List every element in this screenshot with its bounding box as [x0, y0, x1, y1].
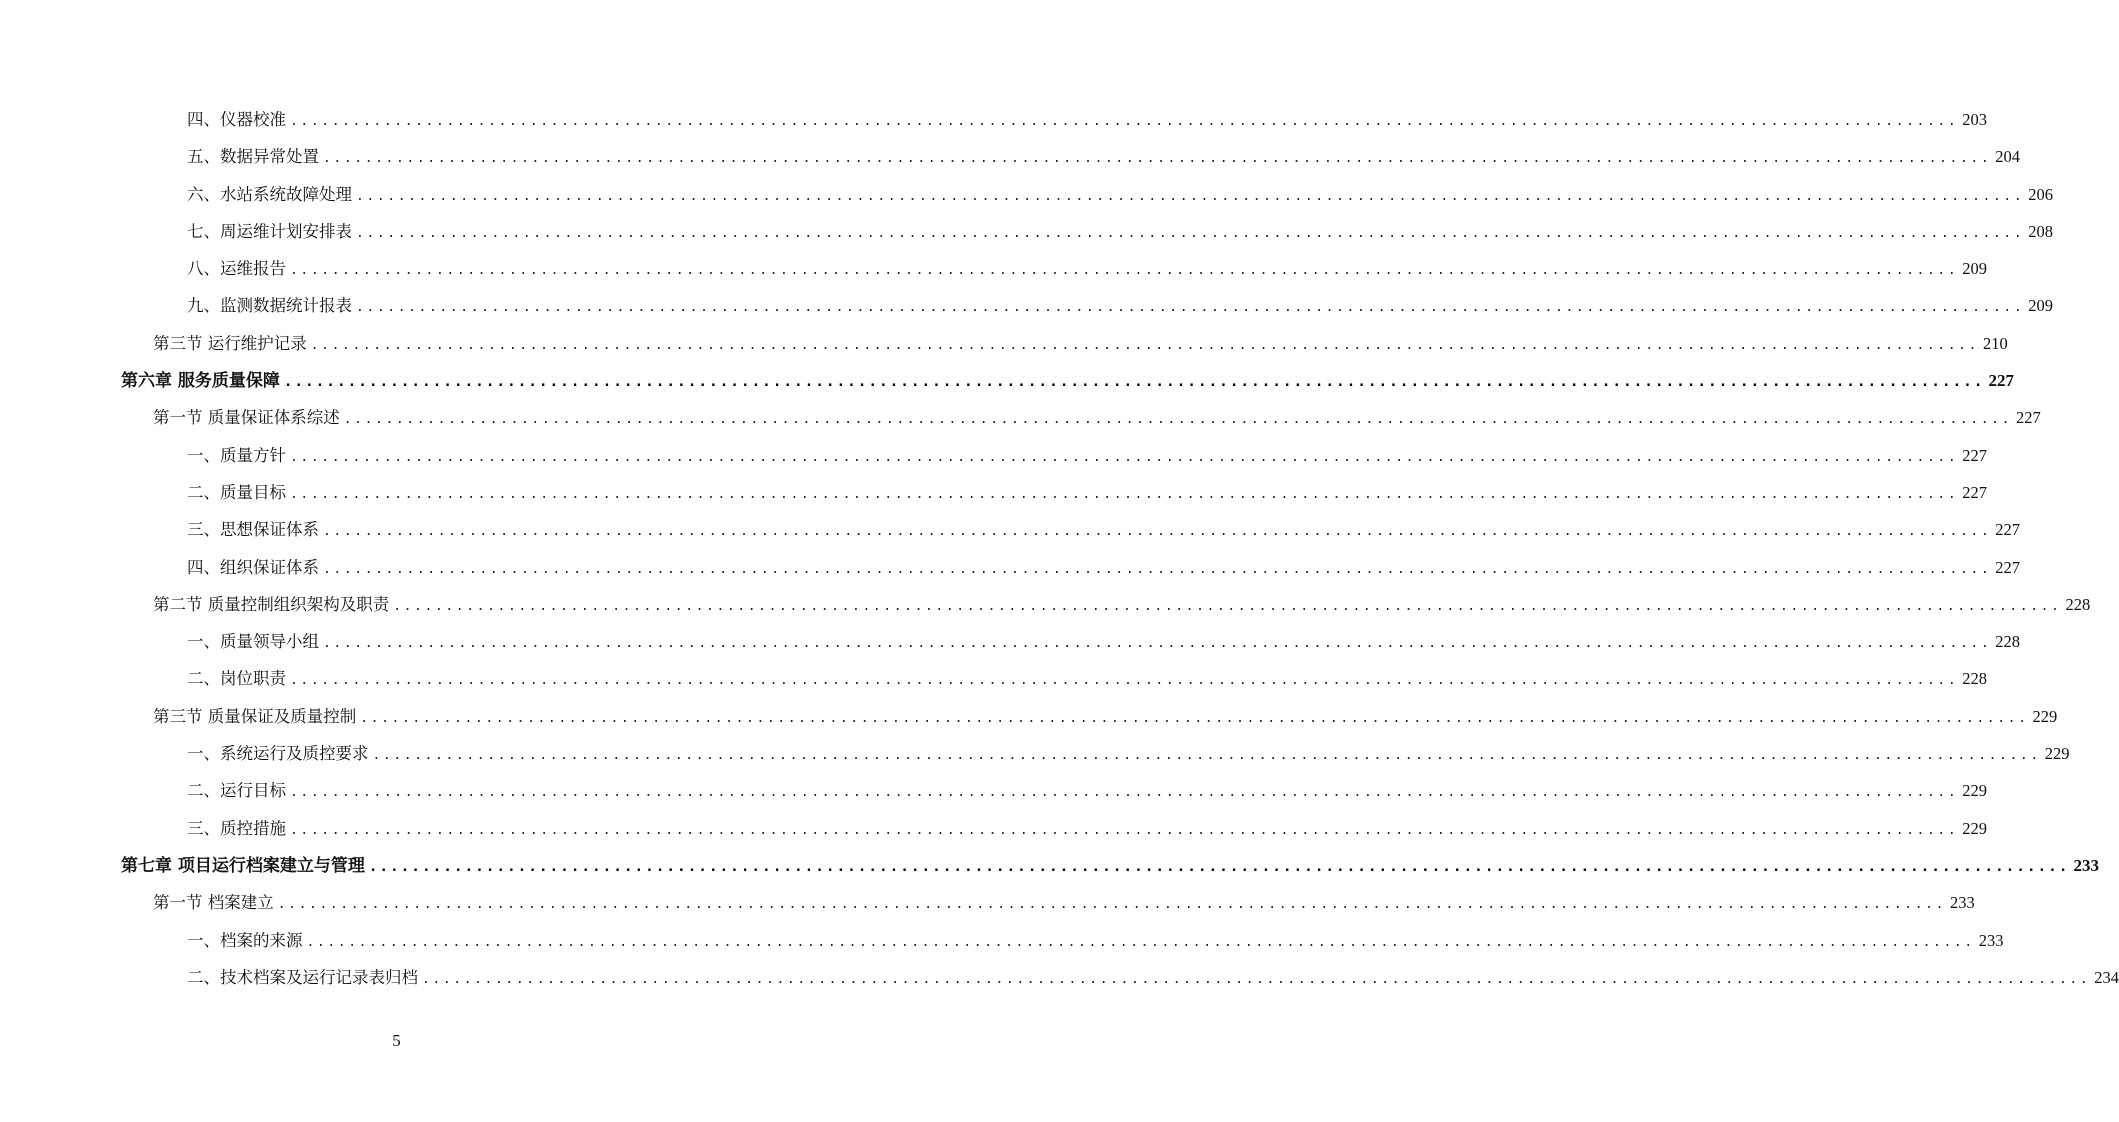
dot-leader: ................................................................................................................................................................	[290, 822, 1959, 838]
toc-entry-page: 209	[2028, 296, 2054, 316]
dot-leader: ................................................................................................................................................................	[290, 673, 1959, 689]
toc-entry-page: 227	[1995, 557, 2021, 577]
toc-entry-page: 203	[1962, 110, 1988, 129]
toc-entry-line	[187, 549, 2021, 586]
dot-leader: ................................................................................................................................................................	[360, 710, 2029, 726]
toc-entry-page: 206	[2028, 184, 2054, 204]
dot-leader: ................................................................................................................................................................	[290, 114, 1959, 129]
dot-leader: ................................................................................................................................................................	[277, 897, 1947, 913]
toc-entry[interactable]	[0, 362, 2015, 399]
toc-entry-line	[187, 474, 1988, 511]
toc-entry-title: 二、质量目标	[187, 482, 286, 502]
dot-leader: ................................................................................................................................................................	[283, 374, 1985, 391]
toc-entry-line	[187, 287, 2054, 324]
toc-entry-line	[153, 586, 2091, 623]
toc-entry-line	[153, 698, 2058, 735]
toc-entry-page: 227	[1962, 445, 1988, 465]
toc-entry[interactable]	[0, 176, 2054, 213]
dot-leader: ................................................................................................................................................................	[422, 971, 2091, 987]
toc-entry[interactable]	[0, 884, 1975, 921]
toc-entry-title: 第一节 质量保证体系综述	[153, 408, 340, 428]
toc-entry-page: 208	[2028, 221, 2054, 241]
toc-entry-title: 一、质量方针	[187, 445, 286, 465]
toc-entry-line	[187, 176, 2054, 213]
toc-entry-line	[153, 884, 1975, 921]
toc-entry[interactable]	[0, 549, 2021, 586]
dot-leader: ................................................................................................................................................................	[290, 449, 1959, 465]
toc-entry-line	[153, 399, 2041, 436]
toc-entry-title: 第一节 档案建立	[153, 893, 274, 913]
toc-entry-title: 一、系统运行及质控要求	[187, 744, 369, 764]
toc-entry-line	[153, 325, 2008, 362]
toc-entry-line	[187, 772, 1988, 809]
toc-entry-page: 227	[2016, 408, 2041, 428]
toc-entry-line	[187, 437, 1988, 474]
toc-entry-page: 227	[1988, 371, 2015, 391]
toc-entry-line	[187, 922, 2004, 959]
toc-entry-title: 一、质量领导小组	[187, 632, 319, 652]
toc-entry-page: 210	[1983, 333, 2008, 353]
toc-entry[interactable]	[0, 399, 2041, 436]
toc-entry-page: 227	[1995, 520, 2021, 540]
toc-entry-title: 八、运维报告	[187, 259, 286, 279]
toc-entry[interactable]	[0, 325, 2008, 362]
toc-entry-page: 228	[1962, 669, 1988, 689]
toc-entry-line	[187, 959, 2119, 996]
toc-entry-page: 228	[1995, 632, 2021, 652]
toc-entry[interactable]	[0, 735, 2070, 772]
toc-entry-line	[187, 735, 2070, 772]
toc-entry-title: 第六章 服务质量保障	[121, 371, 280, 392]
toc-entry[interactable]	[0, 922, 2004, 959]
dot-leader: ................................................................................................................................................................	[306, 934, 1975, 950]
toc-entry-page: 204	[1995, 147, 2021, 167]
dot-leader: ................................................................................................................................................................	[290, 486, 1959, 502]
dot-leader: ................................................................................................................................................................	[290, 263, 1959, 279]
toc-entry[interactable]	[0, 810, 1988, 847]
toc-entry-title: 第七章 项目运行档案建立与管理	[121, 855, 365, 876]
toc-entry-page: 234	[2094, 967, 2119, 987]
toc-entry-page: 233	[1978, 930, 2004, 950]
toc-entry-title: 二、技术档案及运行记录表归档	[187, 967, 418, 987]
dot-leader: ................................................................................................................................................................	[290, 785, 1959, 801]
toc-entry-title: 二、岗位职责	[187, 669, 286, 689]
toc-entry-line	[121, 362, 2015, 399]
dot-leader: ................................................................................................................................................................	[393, 598, 2062, 614]
toc-entry-title: 三、质控措施	[187, 818, 286, 838]
dot-leader: ................................................................................................................................................................	[323, 151, 1992, 167]
toc-entry-line	[187, 810, 1988, 847]
toc-entry[interactable]	[0, 101, 1988, 138]
dot-leader: ................................................................................................................................................................	[372, 748, 2041, 764]
toc-entry-title: 九、监测数据统计报表	[187, 296, 352, 316]
toc-entry-line	[187, 213, 2054, 250]
toc-entry-page: 209	[1962, 259, 1988, 279]
toc-entry-title: 第三节 运行维护记录	[153, 333, 307, 353]
toc-entry[interactable]	[0, 287, 2054, 324]
toc-entry[interactable]	[0, 437, 1988, 474]
toc-entry[interactable]	[0, 474, 1988, 511]
toc-entry[interactable]	[0, 959, 2119, 996]
dot-leader: ................................................................................................................................................................	[356, 225, 2025, 241]
dot-leader: ................................................................................................................................................................	[343, 412, 2013, 428]
toc-entry-line	[121, 847, 2100, 884]
toc-entry[interactable]	[0, 772, 1988, 809]
page-number: 5	[392, 1031, 401, 1050]
toc-entry[interactable]	[0, 586, 2091, 623]
toc-entry[interactable]	[0, 511, 2021, 548]
toc-entry-page: 227	[1962, 482, 1988, 502]
dot-leader: ................................................................................................................................................................	[323, 636, 1992, 652]
toc-entry-title: 七、周运维计划安排表	[187, 221, 352, 241]
toc-entry[interactable]	[0, 213, 2054, 250]
toc-entry-line	[187, 101, 1988, 138]
toc-entry-page: 228	[2065, 594, 2091, 614]
toc-entry-title: 六、水站系统故障处理	[187, 184, 352, 204]
toc-entry-line	[187, 660, 1988, 697]
toc-entry-title: 第二节 质量控制组织架构及职责	[153, 594, 390, 614]
toc-entry-page: 229	[1962, 781, 1988, 801]
dot-leader: ................................................................................................................................................................	[310, 337, 1980, 353]
toc-entry[interactable]	[0, 660, 1988, 697]
toc-entry-line	[187, 623, 2021, 660]
toc-entry-page: 229	[2044, 744, 2070, 764]
table-of-contents	[0, 101, 2119, 996]
toc-entry-line	[187, 138, 2021, 175]
toc-entry-title: 四、仪器校准	[187, 110, 286, 129]
toc-entry-page: 229	[2032, 706, 2058, 726]
toc-entry[interactable]	[0, 138, 2021, 175]
dot-leader: ................................................................................................................................................................	[356, 300, 2025, 316]
toc-entry-line	[187, 511, 2021, 548]
dot-leader: ................................................................................................................................................................	[323, 561, 1992, 577]
toc-entry-title: 五、数据异常处置	[187, 147, 319, 167]
toc-entry-title: 二、运行目标	[187, 781, 286, 801]
toc-entry[interactable]	[0, 623, 2021, 660]
dot-leader: ................................................................................................................................................................	[323, 524, 1992, 540]
dot-leader: ................................................................................................................................................................	[368, 858, 2070, 875]
toc-entry[interactable]	[0, 698, 2058, 735]
toc-entry-title: 一、档案的来源	[187, 930, 303, 950]
toc-entry-title: 三、思想保证体系	[187, 520, 319, 540]
toc-entry-page: 229	[1962, 818, 1988, 838]
toc-entry-title: 四、组织保证体系	[187, 557, 319, 577]
dot-leader: ................................................................................................................................................................	[356, 188, 2025, 204]
toc-entry-page: 233	[1950, 893, 1975, 913]
toc-entry[interactable]	[0, 847, 2100, 884]
toc-entry[interactable]	[0, 250, 1988, 287]
toc-entry-line	[187, 250, 1988, 287]
toc-entry-page: 233	[2073, 855, 2100, 875]
toc-entry-title: 第三节 质量保证及质量控制	[153, 706, 357, 726]
